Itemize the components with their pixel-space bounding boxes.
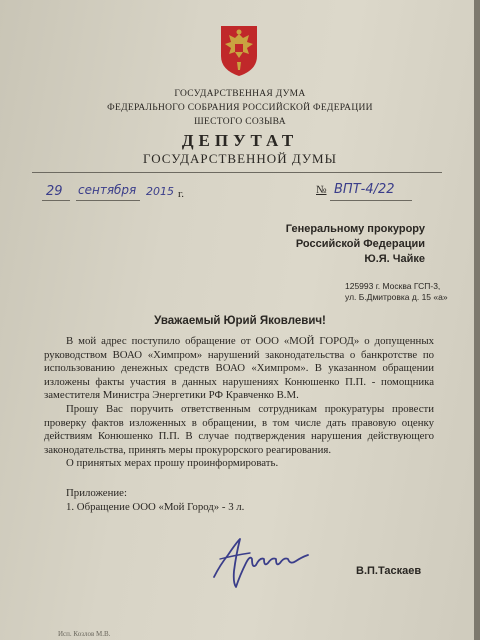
header-line-1: ГОСУДАРСТВЕННАЯ ДУМА: [174, 89, 306, 99]
date-month-underline: [76, 200, 140, 201]
header-line-2: ФЕДЕРАЛЬНОГО СОБРАНИЯ РОССИЙСКОЙ ФЕДЕРАЦИИ: [107, 103, 373, 113]
document-number-underline: [330, 200, 412, 201]
document-title: ДЕПУТАТ: [181, 131, 299, 150]
document-subtitle: ГОСУДАРСТВЕННОЙ ДУМЫ: [143, 151, 337, 166]
address-line-2: ул. Б.Дмитровка д. 15 «а»: [345, 292, 448, 302]
signer-name: В.П.Таскаев: [356, 565, 422, 577]
date-suffix: г.: [178, 188, 185, 200]
addressee-line-3: Ю.Я. Чайке: [364, 253, 425, 265]
addressee-line-1: Генеральному прокурору: [285, 223, 425, 235]
signature-image: [206, 525, 316, 595]
letter-body: [44, 335, 434, 471]
body-paragraph-1: В мой адрес поступило обращение от ООО «МОЙ ГОРОД» о допущенных руководством ВОАО «Химпром» нарушений законодательства о банкротстве по использованию денежных средств ВОАО «Химпром». В указанном обращении изложены факты участия в данных нарушениях Конюшенко П.П. - помощника заместителя Министра Энергетики РФ Кравченко В.М.: [44, 335, 434, 402]
coat-of-arms-icon: [217, 24, 261, 78]
date-month: сентября: [78, 183, 137, 197]
document-number: ВПТ-4/22: [334, 182, 395, 197]
address-line-1: 125993 г. Москва ГСП-3,: [345, 281, 441, 291]
date-day: 29: [46, 184, 63, 199]
attachment-label: Приложение:: [66, 487, 127, 499]
header-divider: [32, 172, 442, 173]
document-number-prefix: №: [316, 184, 327, 196]
header-line-3: ШЕСТОГО СОЗЫВА: [194, 117, 286, 127]
greeting: Уважаемый Юрий Яковлевич!: [154, 315, 326, 327]
date-day-underline: [42, 200, 70, 201]
body-paragraph-2: Прошу Вас поручить ответственным сотрудникам прокуратуры провести проверку фактов изложенных в обращении, в том числе дать правовую оценку действиям Конюшенко П.П. В случае подтверждения нарушения действующего законодательства, принять меры прокурорского реагирования.: [44, 402, 434, 456]
executor-note: Исп. Козлов М.В.: [58, 630, 111, 638]
date-year: 2015: [146, 185, 174, 198]
attachment-item: 1. Обращение ООО «Мой Город» - 3 л.: [66, 501, 245, 513]
addressee-line-2: Российской Федерации: [295, 238, 425, 250]
body-paragraph-3: О принятых мерах прошу проинформировать.: [66, 457, 279, 470]
